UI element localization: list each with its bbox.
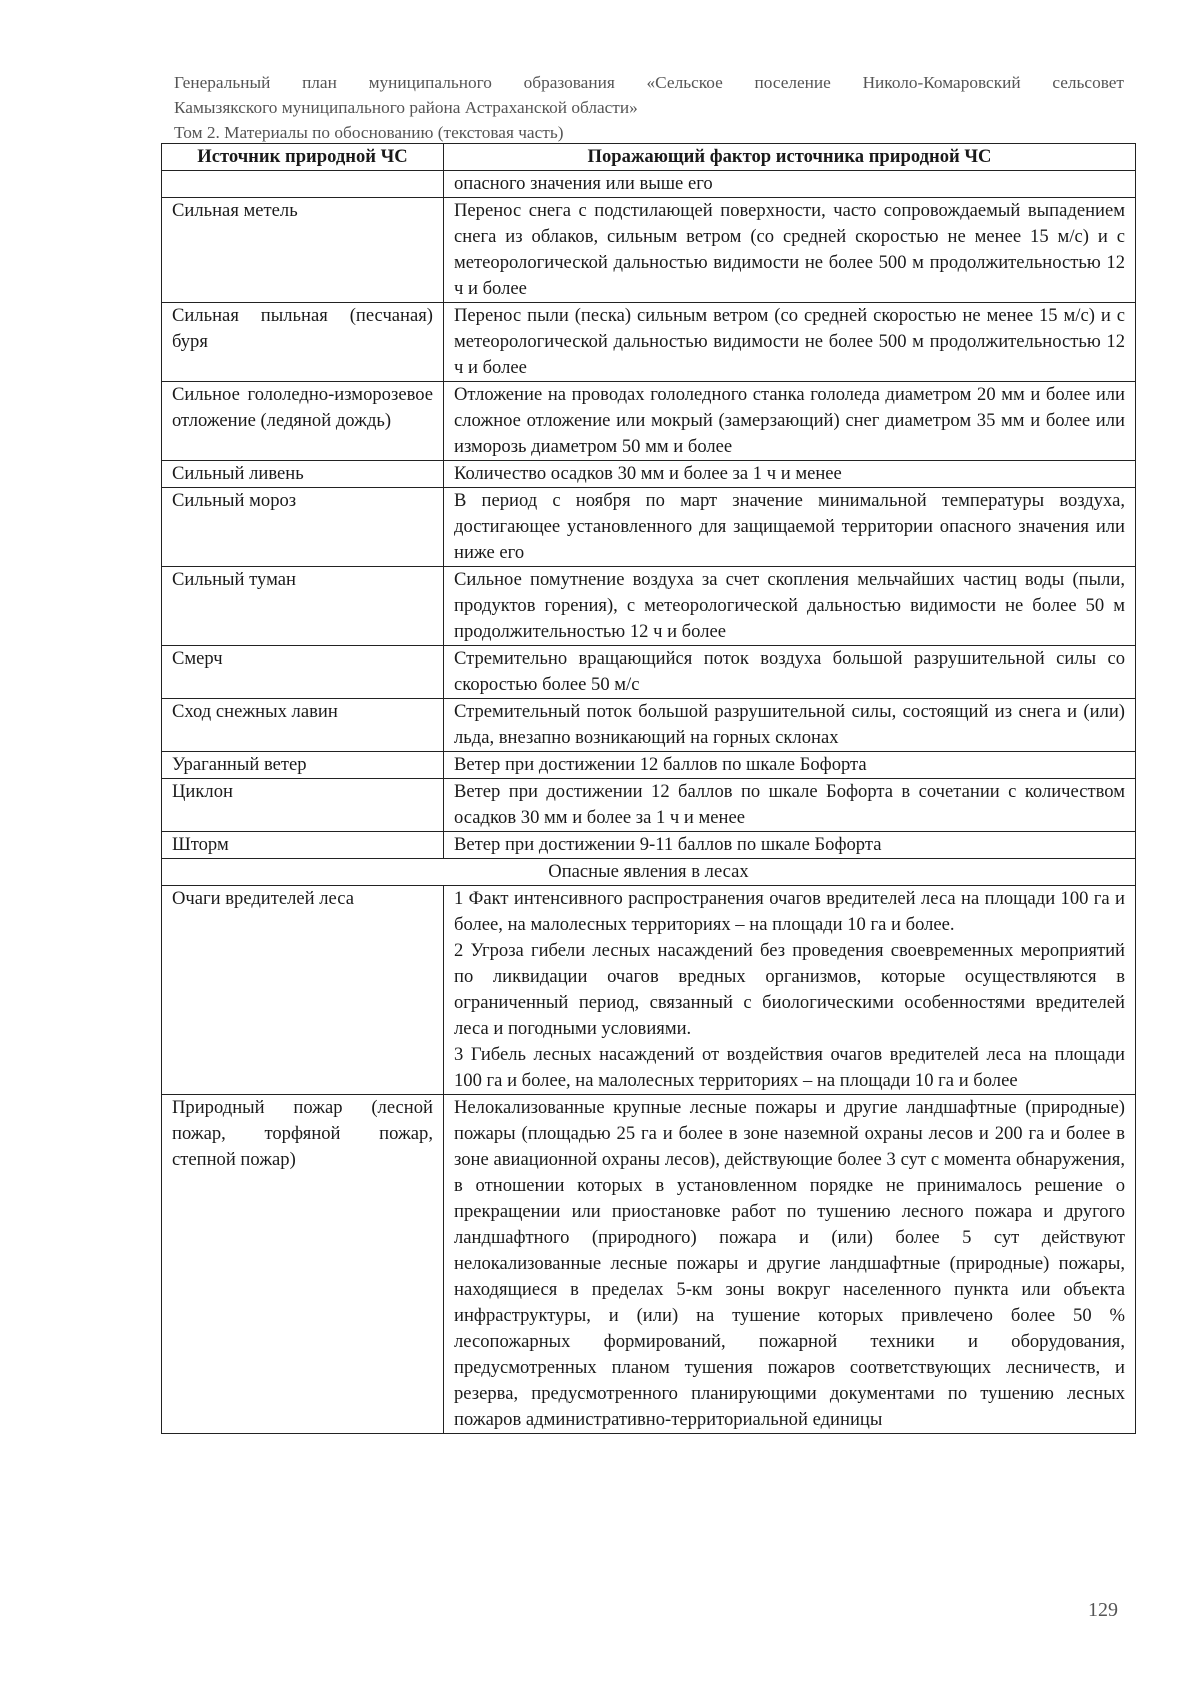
table-cell-source: Природный пожар (лесной пожар, торфяной пожар, степной пожар) (162, 1095, 444, 1434)
table-cell-source: Смерч (162, 646, 444, 699)
table-row (162, 198, 1136, 303)
table-cell-source: Сильный туман (162, 567, 444, 646)
table-cell-factor: Ветер при достижении 12 баллов по шкале Бофорта (444, 752, 1136, 779)
header-line-3: Том 2. Материалы по обоснованию (текстовая часть) (174, 123, 564, 142)
table-cell-factor (444, 886, 1136, 1095)
table-row (162, 1095, 1136, 1434)
table-cell-source: Сильная метель (162, 198, 444, 303)
table-cell-factor: Перенос снега с подстилающей поверхности, часто сопровождаемый выпадением снега из облаков, сильным ветром (со средней скоростью не менее 15 м/с) и с метеорологической дальностью видимости не более 500 м продолжительностью 12 ч и более (444, 198, 1136, 303)
table-row (162, 382, 1136, 461)
table-cell-source: Сильный мороз (162, 488, 444, 567)
table-row (162, 646, 1136, 699)
table-cell-factor: опасного значения или выше его (444, 171, 1136, 198)
section-title: Опасные явления в лесах (162, 859, 1136, 886)
page-number: 129 (1088, 1599, 1118, 1621)
table-cell-source: Циклон (162, 779, 444, 832)
table-cell-factor: Стремительно вращающийся поток воздуха большой разрушительной силы со скоростью более 50 м/с (444, 646, 1136, 699)
table-cell-factor: Отложение на проводах гололедного станка гололеда диаметром 20 мм и более или сложное отложение или мокрый (замерзающий) снег диаметром 35 мм и более или изморозь диаметром 50 мм и более (444, 382, 1136, 461)
table-cell-factor: В период с ноября по март значение минимальной температуры воздуха, достигающее установленного для защищаемой территории опасного значения или ниже его (444, 488, 1136, 567)
table-cell-source: Сход снежных лавин (162, 699, 444, 752)
table-row (162, 699, 1136, 752)
table-cell-source: Сильный ливень (162, 461, 444, 488)
header-line-2: Камызякского муниципального района Астраханской области» (174, 98, 638, 117)
factor-paragraph: 1 Факт интенсивного распространения очагов вредителей леса на площади 100 га и более, на малолесных территориях – на площади 10 га и более. (454, 888, 1125, 935)
factor-paragraph: 3 Гибель лесных насаждений от воздействия очагов вредителей леса на площади 100 га и более, на малолесных территориях – на площади 10 га и более (454, 1044, 1125, 1091)
col-header-source: Источник природной ЧС (162, 144, 444, 171)
factor-paragraph: 2 Угроза гибели лесных насаждений без проведения своевременных мероприятий по ликвидации очагов вредных организмов, которые осуществляются в ограниченный период, связанный с биологическими особенностями вредителей леса и погодными условиями. (454, 940, 1125, 1039)
table-row (162, 752, 1136, 779)
header-line-1: Генеральный план муниципального образования «Сельское поселение Николо-Комаровский сельсовет (174, 73, 1124, 92)
table-row (162, 886, 1136, 1095)
table-cell-factor: Стремительный поток большой разрушительной силы, состоящий из снега и (или) льда, внезапно возникающий на горных склонах (444, 699, 1136, 752)
section-row (162, 859, 1136, 886)
table-cell-factor: Сильное помутнение воздуха за счет скопления мельчайших частиц воды (пыли, продуктов горения), с метеорологической дальностью видимости не более 50 м продолжительностью 12 ч и более (444, 567, 1136, 646)
table-cell-factor: Ветер при достижении 12 баллов по шкале Бофорта в сочетании с количеством осадков 30 мм и более за 1 ч и менее (444, 779, 1136, 832)
table-row (162, 832, 1136, 859)
table-cell-source: Сильное гололедно-изморозевое отложение (ледяной дождь) (162, 382, 444, 461)
table-row (162, 488, 1136, 567)
table-row (162, 461, 1136, 488)
table-cell-factor: Количество осадков 30 мм и более за 1 ч и менее (444, 461, 1136, 488)
table-row (162, 303, 1136, 382)
table-row (162, 171, 1136, 198)
col-header-factor: Поражающий фактор источника природной ЧС (444, 144, 1136, 171)
table-cell-source: Очаги вредителей леса (162, 886, 444, 1095)
table-cell-factor: Перенос пыли (песка) сильным ветром (со средней скоростью не менее 15 м/с) и с метеорологической дальностью видимости не более 500 м продолжительностью 12 ч и более (444, 303, 1136, 382)
table-header-row (162, 144, 1136, 171)
table-cell-empty (162, 171, 444, 198)
table-cell-source: Ураганный ветер (162, 752, 444, 779)
page-header (174, 70, 1124, 145)
table-row (162, 779, 1136, 832)
hazard-table (161, 143, 1136, 1434)
table-row (162, 567, 1136, 646)
table-cell-factor: Ветер при достижении 9-11 баллов по шкале Бофорта (444, 832, 1136, 859)
table-cell-factor: Нелокализованные крупные лесные пожары и другие ландшафтные (природные) пожары (площадью 25 га и более в зоне наземной охраны лесов и 200 га и более в зоне авиационной охраны лесов), действующие более 3 сут с момента обнаружения, в отношении которых в установленном порядке не принималось решение о прекращении или приостановке работ по тушению лесного пожара и другого ландшафтного (природного) пожара и (или) более 5 сут действуют нелокализованные лесные пожары и другие ландшафтные (природные) пожары, находящиеся в пределах 5-км зоны вокруг населенного пункта или объекта инфраструктуры, и (или) на тушение которых привлечено более 50 % лесопожарных формирований, пожарной техники и оборудования, предусмотренных планом тушения пожаров соответствующих лесничеств, и резерва, предусмотренного планирующими документами по тушению лесных пожаров административно-территориальной единицы (444, 1095, 1136, 1434)
table-cell-source: Шторм (162, 832, 444, 859)
table-cell-source: Сильная пыльная (песчаная) буря (162, 303, 444, 382)
